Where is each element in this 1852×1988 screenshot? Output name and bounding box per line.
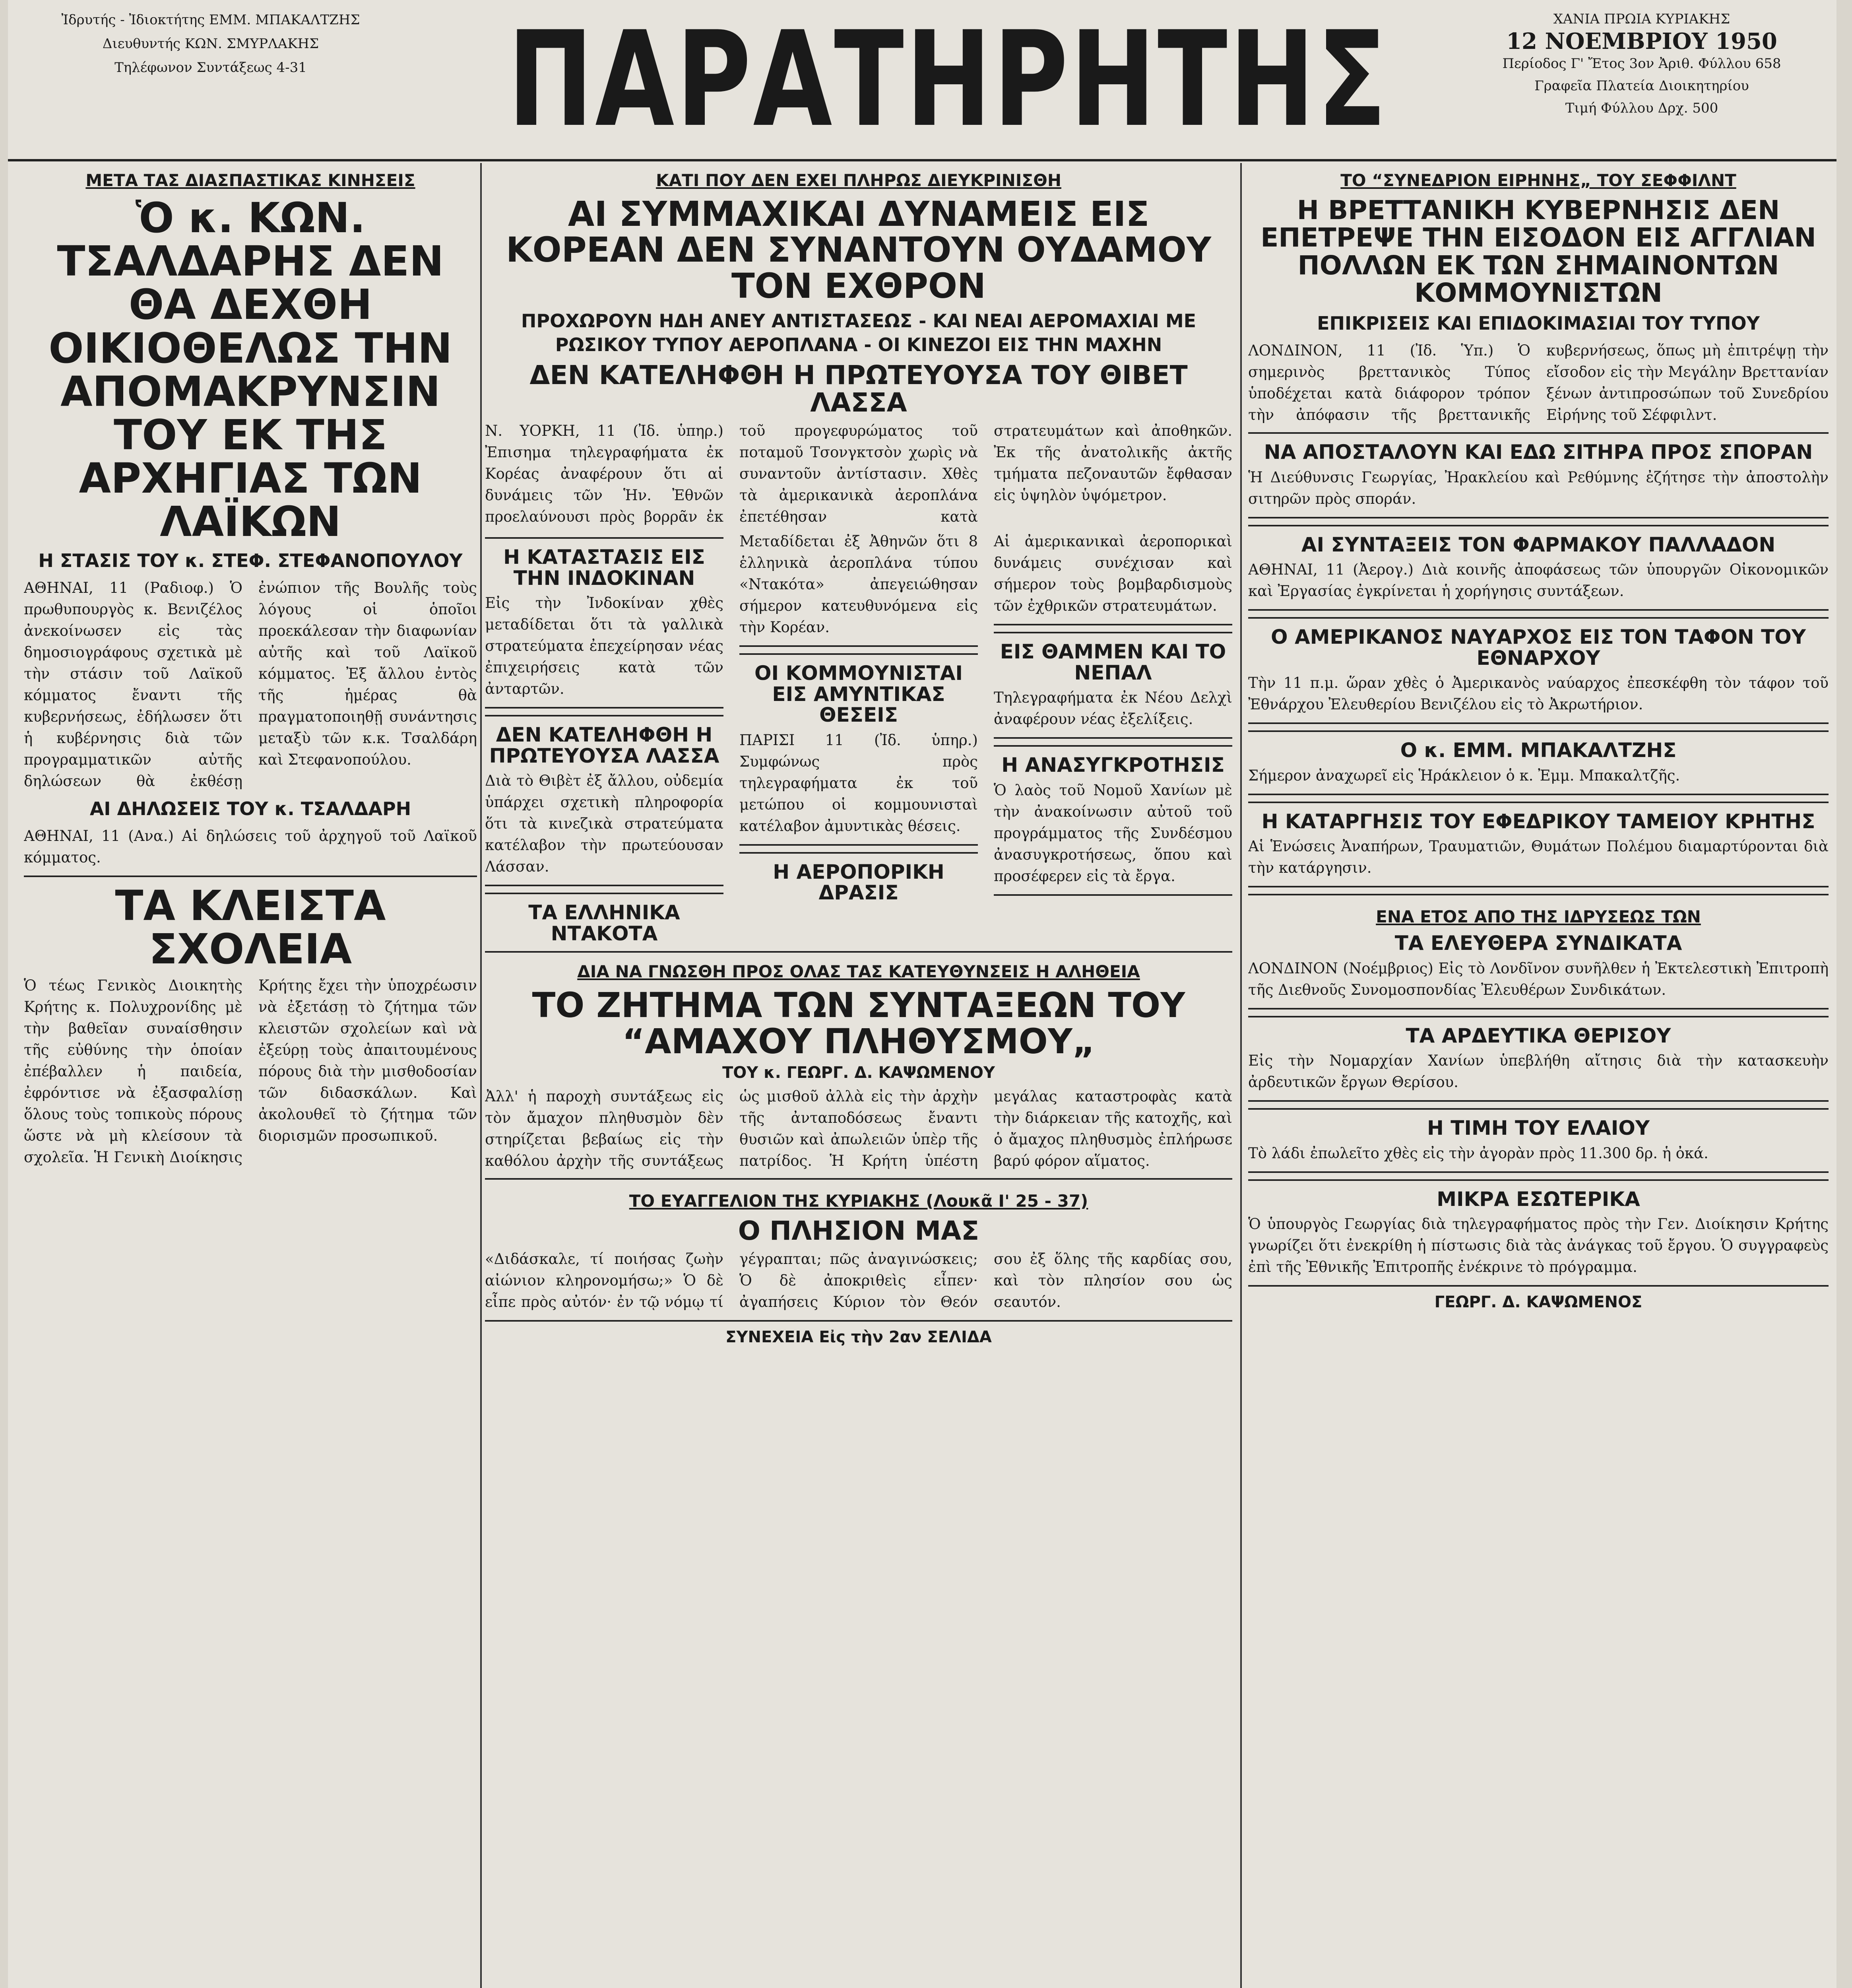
- news-brief: [1248, 525, 1829, 611]
- article-headline: Ὁ κ. ΚΩΝ. ΤΣΑΛΔΑΡΗΣ ΔΕΝ ΘΑ ΔΕΧΘΗ ΟΙΚΙΟΘΕΛΩΣ ΤΗΝ ΑΠΟΜΑΚΡΥΝΣΙΝ ΤΟΥ ΕΚ ΤΗΣ ΑΡΧΗΓΙΑΣ ΤΩΝ ΛΑΪΚΩΝ: [48, 194, 452, 546]
- brief-body: ΛΟΝΔΙΝΟΝ (Νοέμβριος) Εἰς τὸ Λονδῖνον συνῆλθεν ἡ Ἐκτελεστικὴ Ἐπιτροπὴ τῆς Διεθνοῦς Συνομοσπονδίας Ἐλευθέρων Συνδικάτων.: [1248, 959, 1829, 998]
- brief-body: Τηλεγραφήματα ἐκ Νέου Δελχὶ ἀναφέρουν νέας ἐξελίξεις.: [994, 689, 1232, 728]
- news-brief: [1248, 432, 1829, 518]
- column-left: [24, 163, 477, 1988]
- brief-body: Αἱ ἀμερικανικαὶ ἀεροπορικαὶ δυνάμεις συνέχισαν καὶ σήμερον τοὺς βομβαρδισμοὺς τῶν ἐχθρικῶν στρατευμάτων.: [994, 533, 1232, 615]
- brief-body: ΠΑΡΙΣΙ 11 (Ἰδ. ὑπηρ.) Συμφώνως πρὸς τηλεγραφήματα ἐκ τοῦ μετώπου οἱ κομμουνισταὶ κατέλαβον ἀμυντικὰς θέσεις.: [739, 731, 978, 835]
- article-headline: Η ΒΡΕΤΤΑΝΙΚΗ ΚΥΒΕΡΝΗΣΙΣ ΔΕΝ ΕΠΕΤΡΕΨΕ ΤΗΝ ΕΙΣΟΔΟΝ ΕΙΣ ΑΓΓΛΙΑΝ ΠΟΛΛΩΝ ΕΚ ΤΩΝ ΣΗΜΑΙΝΟΝΤΩΝ ΚΟΜΜΟΥΝΙΣΤΩΝ: [1261, 195, 1816, 308]
- brief-body: Εἰς τὴν Ἰνδοκίναν χθὲς μεταδίδεται ὅτι τὰ γαλλικὰ στρατεύματα ἐπεχείρησαν νέας ἐπιχειρήσεις κατὰ τῶν ἀνταρτῶν.: [485, 594, 723, 698]
- article-kicker: ΚΑΤΙ ΠΟΥ ΔΕΝ ΕΧΕΙ ΠΛΗΡΩΣ ΔΙΕΥΚΡΙΝΙΣΘΗ: [656, 171, 1061, 190]
- gospel-title: Ο ΠΛΗΣΙΟΝ ΜΑΣ: [738, 1215, 979, 1246]
- brief-title: ΑΙ ΣΥΝΤΑΞΕΙΣ ΤΟΝ ΦΑΡΜΑΚΟΥ ΠΑΛΛΑΔΟΝ: [1301, 533, 1776, 556]
- brief-title: Ο ΑΜΕΡΙΚΑΝΟΣ ΝΑΥΑΡΧΟΣ ΕΙΣ ΤΟΝ ΤΑΦΟΝ ΤΟΥ ΕΘΝΑΡΧΟΥ: [1271, 625, 1806, 670]
- article-headline: ΑΙ ΣΥΜΜΑΧΙΚΑΙ ΔΥΝΑΜΕΙΣ ΕΙΣ ΚΟΡΕΑΝ ΔΕΝ ΣΥΝΑΝΤΟΥΝ ΟΥΔΑΜΟΥ ΤΟΝ ΕΧΘΡΟΝ: [506, 194, 1212, 306]
- brief-title: Η ΤΙΜΗ ΤΟΥ ΕΛΑΙΟΥ: [1427, 1116, 1650, 1140]
- brief-body: Διὰ τὸ Θιβὲτ ἐξ ἄλλου, οὐδεμία ὑπάρχει σχετικὴ πληροφορία ὅτι τὰ κινεζικὰ στρατεύματα κατέλαβον τὴν πρωτεύουσαν Λάσσαν.: [485, 772, 723, 876]
- brief-body: Μεταδίδεται ἐξ Ἀθηνῶν ὅτι 8 ἑλληνικὰ ἀεροπλάνα τύπου «Ντακότα» ἀπεγειώθησαν σήμερον κατευθυνόμενα εἰς τὴν Κορέαν.: [739, 533, 978, 636]
- article-body: Ν. ΥΟΡΚΗ, 11 (Ἰδ. ὑπηρ.) Ἐπισημα τηλεγραφήματα ἐκ Κορέας ἀναφέρουν ὅτι αἱ δυνάμεις τῶν Ἡν. Ἐθνῶν προελαύνουσι πρὸς βορρᾶν ἐκ τοῦ προγεφυρώματος τοῦ ποταμοῦ Τσονγκτσὸν χωρὶς νὰ συναντοῦν ἀντίστασιν. Χθὲς τὰ ἀμερικανικὰ ἀεροπλάνα ἐπετέθησαν κατὰ στρατευμάτων καὶ ἀποθηκῶν. Ἐκ τῆς ἀνατολικῆς ἀκτῆς τμήματα πεζοναυτῶν ἔφθασαν εἰς ὑψηλὸν ὑψόμετρον.: [485, 422, 1232, 526]
- article-kicker: ΜΕΤΑ ΤΑΣ ΔΙΑΣΠΑΣΤΙΚΑΣ ΚΙΝΗΣΕΙΣ: [85, 171, 415, 190]
- article-headline: ΤΑ ΚΛΕΙΣΤΑ ΣΧΟΛΕΙΑ: [115, 881, 386, 973]
- brief-body: Αἱ Ἑνώσεις Ἀναπήρων, Τραυματιῶν, Θυμάτων Πολέμου διαμαρτύρονται διὰ τὴν κατάργησιν.: [1248, 838, 1829, 877]
- brief-title: ΤΑ ΑΡΔΕΥΤΙΚΑ ΘΕΡΙΣΟΥ: [1406, 1024, 1671, 1047]
- news-brief: [1248, 617, 1829, 724]
- article-body: ΛΟΝΔΙΝΟΝ, 11 (Ἰδ. Ὑπ.) Ὁ σημερινὸς βρεττανικὸς Τύπος ὑποδέχεται κατὰ διάφορον τρόπον τὴν ἀπόφασιν τῆς βρεττανικῆς κυβερνήσεως, ὅπως μὴ ἐπιτρέψῃ τὴν εἴσοδον εἰς τὴν Μεγάλην Βρεττανίαν ξένων ἀντιπροσώπων τοῦ Συνεδρίου Εἰρήνης τοῦ Σέφφιλντ.: [1248, 342, 1829, 424]
- article-byline: ΤΟΥ κ. ΓΕΩΡΓ. Δ. ΚΑΨΩΜΕΝΟΥ: [722, 1064, 995, 1082]
- column-divider: [1240, 163, 1242, 1988]
- city-line: ΧΑΝΙΑ ΠΡΩΙΑ ΚΥΡΙΑΚΗΣ: [1553, 11, 1730, 27]
- news-brief: [1248, 802, 1829, 888]
- masthead-right-info: [1471, 8, 1813, 119]
- article-headline: ΔΕΝ ΚΑΤΕΛΗΦΘΗ Η ΠΡΩΤΕΥΟΥΣΑ ΤΟΥ ΘΙΒΕΤ ΛΑΣΣΑ: [529, 359, 1188, 418]
- news-brief: [1248, 730, 1829, 795]
- brief-body: Εἰς τὴν Νομαρχίαν Χανίων ὑπεβλήθη αἴτησις διὰ τὴν κατασκευὴν ἀρδευτικῶν ἔργων Θερίσου.: [1248, 1052, 1829, 1091]
- issue-date: 12 ΝΟΕΜΒΡΙΟΥ 1950: [1506, 28, 1777, 54]
- masthead-left-info: [32, 8, 390, 80]
- brief-title: ΕΙΣ ΘΑΜΜΕΝ ΚΑΙ ΤΟ ΝΕΠΑΛ: [1000, 640, 1226, 684]
- brief-body: Τὸ λάδι ἐπωλεῖτο χθὲς εἰς τὴν ἀγορὰν πρὸς 11.300 δρ. ἡ ὀκά.: [1248, 1144, 1708, 1162]
- article-headline: ΤΟ ΖΗΤΗΜΑ ΤΩΝ ΣΥΝΤΑΞΕΩΝ ΤΟΥ “ΑΜΑΧΟΥ ΠΛΗΘΥΣΜΟΥ„: [532, 986, 1185, 1062]
- news-brief: [994, 632, 1232, 739]
- article-body: ΑΘΗΝΑΙ, 11 (Ραδιοφ.) Ὁ πρωθυπουργὸς κ. Βενιζέλος ἀνεκοίνωσεν εἰς τὰς δημοσιογράφους σχετικὰ μὲ τὴν στάσιν τοῦ Λαϊκοῦ κόμματος ἔναντι τῆς κυβερνήσεως, ἐδήλωσεν ὅτι ἡ κυβέρνησις διὰ τῶν προγραμματικῶν αὐτῆς δηλώσεων θὰ ἐκθέσῃ ἐνώπιον τῆς Βουλῆς τοὺς λόγους οἱ ὁποῖοι προεκάλεσαν τὴν διαφωνίαν αὐτῆς καὶ τοῦ Λαϊκοῦ κόμματος. Ἐξ ἄλλου ἐντὸς τῆς ἡμέρας θὰ πραγματοποιηθῇ συνάντησις μεταξὺ τῶν κ.κ. Τσαλδάρη καὶ Στεφανοπούλου.: [24, 579, 477, 790]
- news-brief: [1248, 1179, 1829, 1287]
- brief-body: Τὴν 11 π.μ. ὥραν χθὲς ὁ Ἀμερικανὸς ναύαρχος ἐπεσκέφθη τὸν τάφον τοῦ Ἐθνάρχου Ἐλευθερίου Βενιζέλου εἰς τὸ Ἀκρωτήριον.: [1248, 674, 1829, 713]
- news-brief: [1248, 1108, 1829, 1173]
- brief-kicker: ΕΝΑ ΕΤΟΣ ΑΠΟ ΤΗΣ ΙΔΡΥΣΕΩΣ ΤΩΝ: [1376, 907, 1701, 927]
- article-kicker: ΤΟ “ΣΥΝΕΔΡΙΟΝ ΕΙΡΗΝΗΣ„ ΤΟΥ ΣΕΦΦΙΛΝΤ: [1340, 171, 1736, 190]
- phone-line: Τηλέφωνον Συντάξεως 4-31: [114, 60, 307, 76]
- newspaper-page: [8, 0, 1836, 1988]
- article-subhead: ΑΙ ΔΗΛΩΣΕΙΣ ΤΟΥ κ. ΤΣΑΛΔΑΡΗ: [89, 798, 411, 819]
- news-brief: [1248, 1016, 1829, 1102]
- newspaper-title: ΠΑΡΑΤΗΡΗΤΗΣ: [508, 3, 1389, 156]
- price-line: Τιμή Φύλλου Δρχ. 500: [1565, 100, 1718, 116]
- brief-title: ΤΑ ΕΛΛΗΝΙΚΑ ΝΤΑΚΟΤΑ: [528, 901, 680, 945]
- brief-title: Η ΑΕΡΟΠΟΡΙΚΗ ΔΡΑΣΙΣ: [773, 860, 944, 905]
- brief-title: ΝΑ ΑΠΟΣΤΑΛΟΥΝ ΚΑΙ ΕΔΩ ΣΙΤΗΡΑ ΠΡΟΣ ΣΠΟΡΑΝ: [1264, 441, 1813, 464]
- brief-title: Η ΚΑΤΑΣΤΑΣΙΣ ΕΙΣ ΤΗΝ ΙΝΔΟΚΙΝΑΝ: [503, 546, 705, 590]
- article-subhead: Η ΣΤΑΣΙΣ ΤΟΥ κ. ΣΤΕΦ. ΣΤΕΦΑΝΟΠΟΥΛΟΥ: [38, 549, 463, 571]
- brief-title: ΟΙ ΚΟΜΜΟΥΝΙΣΤΑΙ ΕΙΣ ΑΜΥΝΤΙΚΑΣ ΘΕΣΕΙΣ: [754, 662, 963, 727]
- article-body: ΑΘΗΝΑΙ, 11 (Ανα.) Αἱ δηλώσεις τοῦ ἀρχηγοῦ τοῦ Λαϊκοῦ κόμματος.: [24, 827, 477, 866]
- column-right: [1248, 163, 1829, 1988]
- article-subhead: ΕΠΙΚΡΙΣΕΙΣ ΚΑΙ ΕΠΙΔΟΚΙΜΑΣΙΑΙ ΤΟΥ ΤΥΠΟΥ: [1317, 313, 1760, 334]
- issue-number: Περίοδος Γ' Ἔτος 3ον Ἀριθ. Φύλλου 658: [1502, 56, 1781, 72]
- news-brief: [994, 745, 1232, 896]
- article-signature: ΓΕΩΡΓ. Δ. ΚΑΨΩΜΕΝΟΣ: [1434, 1293, 1643, 1312]
- column-center: [485, 163, 1232, 1988]
- brief-body: Ἡ Διεύθυνσις Γεωργίας, Ἠρακλείου καὶ Ρεθύμνης ἐζήτησε τὴν ἀποστολὴν σιτηρῶν πρὸς σποράν.: [1248, 468, 1829, 507]
- divider: [485, 951, 1232, 953]
- news-brief: [739, 653, 978, 846]
- divider: [24, 876, 477, 877]
- founder-line: Ἰδρυτής - Ἰδιοκτήτης ΕΜΜ. ΜΠΑΚΑΛΤΖΗΣ: [61, 12, 360, 28]
- brief-body: Ὁ λαὸς τοῦ Νομοῦ Χανίων μὲ τὴν ἀνακοίνωσιν αὐτοῦ τοῦ προγράμματος τῆς Συνδέσμου ἀνασυγκροτήσεως, ὅπου καὶ προσέφερεν εἰς τὰ ἔργα.: [994, 781, 1232, 885]
- brief-title: ΜΙΚΡΑ ΕΣΩΤΕΡΙΚΑ: [1437, 1187, 1640, 1211]
- brief-body: Ὁ ὑπουργὸς Γεωργίας διὰ τηλεγραφήματος πρὸς τὴν Γεν. Διοίκησιν Κρήτης γνωρίζει ὅτι ἐνεκρίθη ἡ πίστωσις διὰ τὰς ἀνάγκας τοῦ ἔργου. Ὁ συγγραφεὺς ἐπὶ τῆς Ἐθνικῆς Ἐπιτροπῆς ἐνέκρινε τὸ πρόγραμμα.: [1248, 1215, 1829, 1276]
- brief-title: ΔΕΝ ΚΑΤΕΛΗΦΘΗ Η ΠΡΩΤΕΥΟΥΣΑ ΛΑΣΣΑ: [489, 723, 719, 767]
- news-brief: [485, 537, 723, 709]
- brief-title: ΤΑ ΕΛΕΥΘΕΡΑ ΣΥΝΔΙΚΑΤΑ: [1394, 932, 1682, 955]
- article-subhead: ΠΡΟΧΩΡΟΥΝ ΗΔΗ ΑΝΕΥ ΑΝΤΙΣΤΑΣΕΩΣ - ΚΑΙ ΝΕΑΙ ΑΕΡΟΜΑΧΙΑΙ ΜΕ ΡΩΣΙΚΟΥ ΤΥΠΟΥ ΑΕΡΟΠΛΑΝΑ - ΟΙ ΚΙΝΕΖΟΙ ΕΙΣ ΤΗΝ ΜΑΧΗΝ: [521, 310, 1197, 355]
- gospel-kicker: ΤΟ ΕΥΑΓΓΕΛΙΟΝ ΤΗΣ ΚΥΡΙΑΚΗΣ (Λουκᾶ Ι' 25 - 37): [629, 1191, 1088, 1211]
- brief-body: ΑΘΗΝΑΙ, 11 (Ἀερογ.) Διὰ κοινῆς ἀποφάσεως τῶν ὑπουργῶν Οἰκονομικῶν καὶ Ἐργασίας ἐγκρίνεται ἡ χορήγησις συντάξεων.: [1248, 561, 1829, 600]
- article-body: Ἀλλ' ἡ παροχὴ συντάξεως εἰς τὸν ἄμαχον πληθυσμὸν δὲν στηρίζεται βεβαίως εἰς τὴν καθόλου ἀρχὴν τῆς συντάξεως ὡς μισθοῦ ἀλλὰ εἰς τὴν ἀρχὴν τῆς ἀνταποδόσεως ἔναντι θυσιῶν καὶ ἀπωλειῶν ὑπὲρ τῆς πατρίδος. Ἡ Κρήτη ὑπέστη μεγάλας καταστροφὰς κατὰ τὴν διάρκειαν τῆς κατοχῆς, καὶ ὁ ἄμαχος πληθυσμὸς ἐπλήρωσε βαρύ φόρον αἵματος.: [485, 1088, 1232, 1170]
- gospel-box: [485, 1178, 1232, 1322]
- brief-title: Η ΑΝΑΣΥΓΚΡΟΤΗΣΙΣ: [1001, 753, 1225, 777]
- brief-title: Ο κ. ΕΜΜ. ΜΠΑΚΑΛΤΖΗΣ: [1400, 739, 1677, 762]
- article-kicker: ΔΙΑ ΝΑ ΓΝΩΣΘΗ ΠΡΟΣ ΟΛΑΣ ΤΑΣ ΚΑΤΕΥΘΥΝΣΕΙΣ Η ΑΛΗΘΕΙΑ: [577, 962, 1140, 982]
- brief-body: Σήμερον ἀναχωρεῖ εἰς Ἡράκλειον ὁ κ. Ἐμμ. Μπακαλτζῆς.: [1248, 767, 1680, 784]
- continued-note: ΣΥΝΕΧΕΙΑ Εἰς τὴν 2αν ΣΕΛΙΔΑ: [725, 1328, 992, 1347]
- news-brief: [485, 715, 723, 886]
- brief-title: Η ΚΑΤΑΡΓΗΣΙΣ ΤΟΥ ΕΦΕΔΡΙΚΟΥ ΤΑΜΕΙΟΥ ΚΡΗΤΗΣ: [1261, 810, 1815, 833]
- director-line: Διευθυντής ΚΩΝ. ΣΜΥΡΛΑΚΗΣ: [102, 36, 319, 52]
- column-divider: [480, 163, 482, 1988]
- masthead: [8, 0, 1836, 161]
- office-line: Γραφεῖα Πλατεία Διοικητηρίου: [1534, 78, 1749, 94]
- news-brief: [1248, 894, 1829, 1010]
- gospel-body: «Διδάσκαλε, τί ποιήσας ζωὴν αἰώνιον κληρονομήσω;» Ὁ δὲ εἶπε πρὸς αὐτόν· ἐν τῷ νόμῳ τί γέγραπται; πῶς ἀναγινώσκεις; Ὁ δὲ ἀποκριθεὶς εἶπεν· ἀγαπήσεις Κύριον τὸν Θεόν σου ἐξ ὅλης τῆς καρδίας σου, καὶ τὸν πλησίον σου ὡς σεαυτόν.: [485, 1250, 1232, 1311]
- article-body: Ὁ τέως Γενικὸς Διοικητὴς Κρήτης κ. Πολυχρονίδης μὲ τὴν βαθεῖαν συναίσθησιν τῆς εὐθύνης τὴν ὁποίαν ἐπέβαλλεν ἡ παιδεία, ἐφρόντισε νὰ ἐξασφαλίσῃ ὅλους τοὺς τοπικοὺς πόρους ὥστε νὰ μὴ κλείσουν τὰ σχολεῖα. Ἡ Γενικὴ Διοίκησις Κρήτης ἔχει τὴν ὑποχρέωσιν νὰ ἐξετάσῃ τὸ ζήτημα τῶν κλειστῶν σχολείων καὶ νὰ ἐξεύρῃ τοὺς ἀπαιτουμένους πόρους διὰ τὴν μισθοδοσίαν τῶν διδασκάλων. Καὶ ἀκολουθεῖ τὸ ζήτημα τῶν διορισμῶν προσωπικοῦ.: [24, 977, 477, 1166]
